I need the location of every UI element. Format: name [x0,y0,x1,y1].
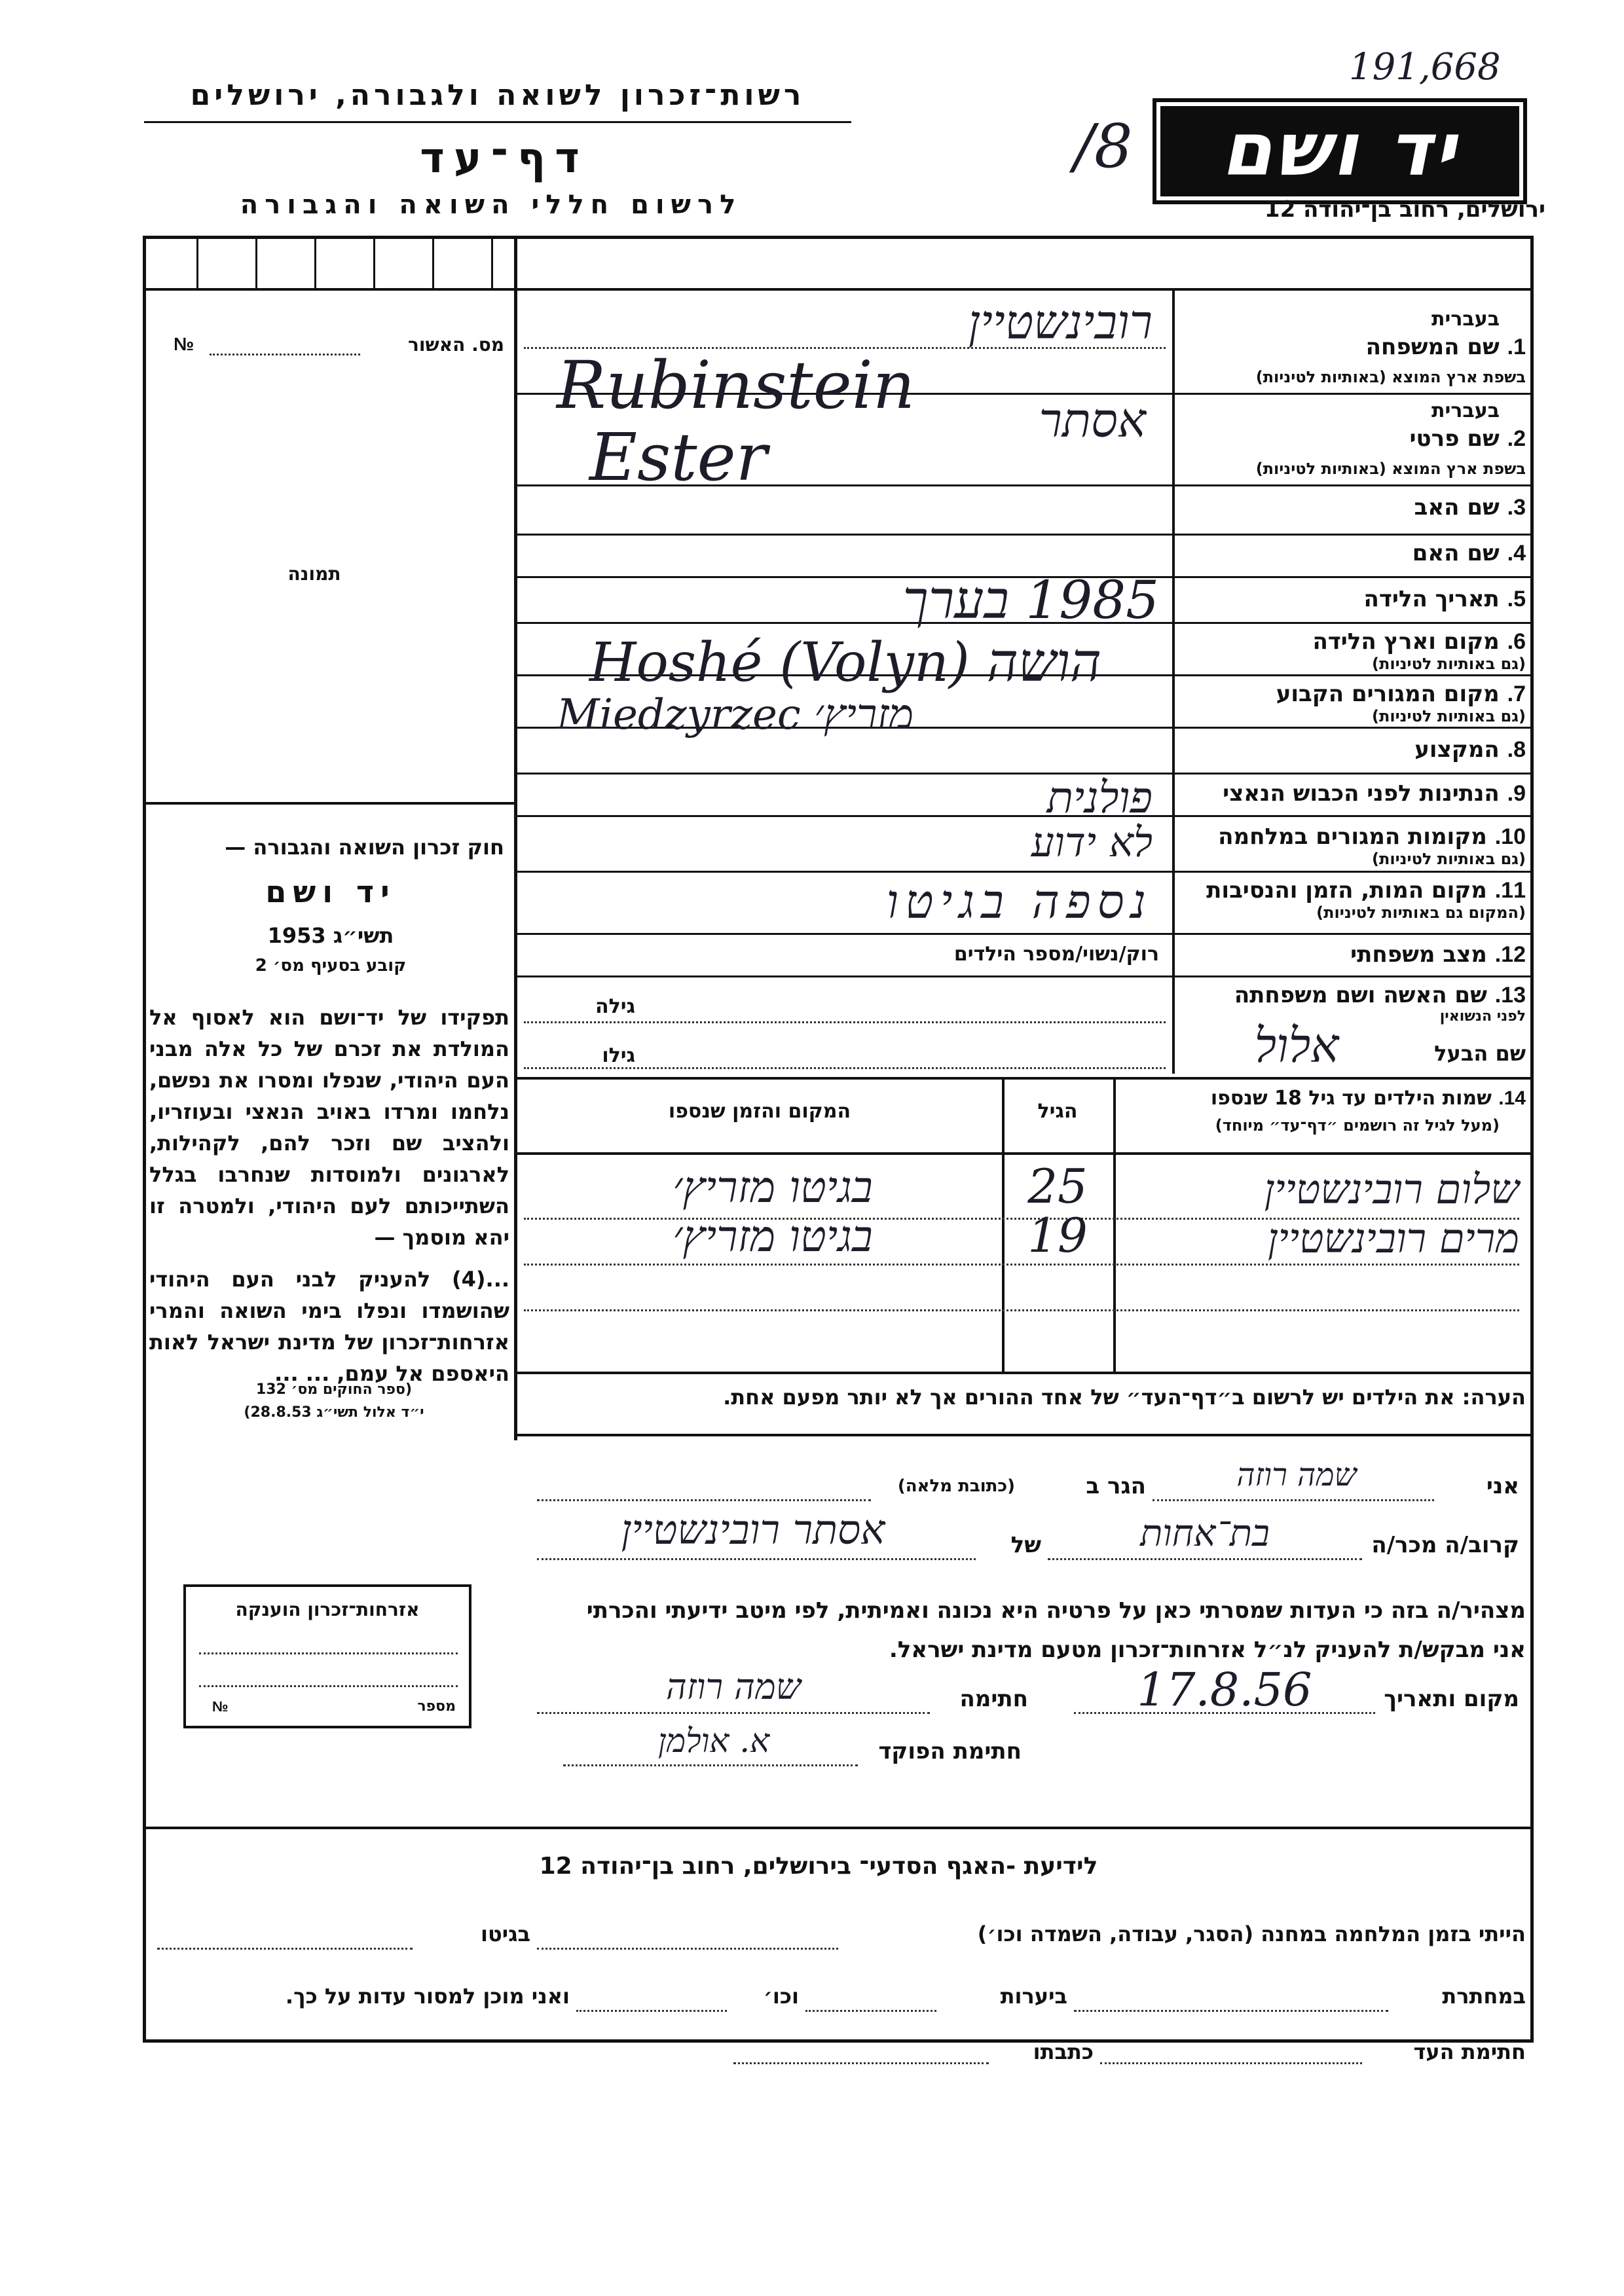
decl-line2-value-a: בת־אחות [1140,1512,1270,1555]
decl-signature-value: שמה רוזה [665,1666,802,1707]
decl-line4: אני מבקש/ת להעניק לנ״ל אזרחות־זכרון מטעם מדינת ישראל. [889,1637,1526,1663]
field-13-number: 13. [1494,983,1526,1008]
field-1-sub-hebrew: בעברית [1431,308,1500,331]
field-2-number: 2. [1507,426,1526,451]
citizenship-box-title: אזרחות־זכרון הוענקה [235,1599,420,1620]
field-9-number: 9. [1507,781,1526,806]
child-1-name: שלום רובינשטיין [1264,1165,1519,1213]
field-8-label [1179,737,1526,763]
cert-no-field [210,354,360,355]
field-10-number: 10. [1494,824,1526,849]
field-3-label-text: שם האב [1414,494,1500,520]
children-subtitle: (מעל לגיל זה רושמים ״דף־עד״ מיוחד) [1215,1116,1500,1135]
bottom-line2-b: ביערות [1000,1984,1067,2009]
field-13-sub: לפני הנשואין [1439,1008,1526,1025]
bottom-heading: לידיעת -האגף הסדעי־ בירושלים, רחוב בן־יהודה 12 [539,1853,1098,1880]
left-panel-divider [514,236,517,1440]
field-2-sub-hebrew: בעברית [1431,399,1500,422]
authority-line: רשות־זכרון לשואה ולגבורה, ירושלים [190,79,805,112]
field-6-label-text: מקום וארץ הלידה [1312,629,1500,655]
field-6-sub: (גם באותיות לטיניות) [1372,655,1526,673]
decl-place-date-label: מקום ותאריך [1384,1686,1519,1712]
children-number: 14. [1498,1087,1526,1109]
child-1-place: בגיטו מזריץ׳ [673,1162,873,1212]
field-4-label [1179,540,1526,566]
cert-no-label: מס. האשור [408,334,504,355]
field-3-label [1179,494,1526,520]
citizenship-box-number-suffix: № [212,1698,229,1715]
field-6-value: Hoshé (Volyn) הושה [589,632,1101,694]
field-1-value-hebrew: רובינשטיין [968,295,1153,350]
law-name: יד ושם [265,874,396,909]
decl-officer-label: חתימת הפוקד [878,1738,1022,1764]
law-title: חוק זכרון השואה והגבורה — [225,835,504,860]
field-9-value: פולנית [1046,773,1153,823]
field-10-label [1179,824,1526,850]
field-2-label-text: שם פרטי [1409,426,1500,452]
field-2-sub-latin: בשפת ארץ המוצא (באותיות לטיניות) [1255,460,1526,478]
field-9-label-text: הנתינות לפני הכבוש הנאצי [1223,780,1500,807]
child-2-age: 19 [1027,1208,1088,1263]
form-title: דף־עד [420,134,589,183]
top-strip-line [143,288,1534,291]
decl-line1-label-b: הגר ב [1086,1473,1146,1499]
law-reference: (ספר החוקים מס׳ 132 [255,1381,413,1398]
handwritten-mark: /8 [1074,111,1133,181]
field-12-number: 12. [1494,942,1526,967]
child-2-name: מרים רובינשטיין [1267,1214,1519,1262]
bottom-line2-c: וכו׳ [763,1984,799,2009]
field-13-husband-age-label: גילו [602,1044,635,1067]
decl-signature-label: חתימה [959,1686,1028,1712]
field-12-label-text: מצב משפחתי [1350,941,1487,968]
field-7-label [1179,681,1526,707]
field-6-label [1179,629,1526,655]
citizenship-box-number-label: מספר [417,1698,456,1715]
field-5-value: 1985 בערך [902,570,1159,630]
field-1-number: 1. [1507,335,1526,359]
bottom-line3-b: כתבתו [1033,2039,1094,2064]
handwritten-number: 191,668 [1349,46,1501,88]
field-6-number: 6. [1507,629,1526,654]
logo-text: יד ושם [1221,107,1459,192]
field-9-label [1179,780,1526,807]
field-2-value-latin: Ester [589,419,767,496]
children-title-text: שמות הילדים עד גיל 18 שנספו [1210,1087,1492,1110]
bottom-line1-a: הייתי בזמן המלחמה במחנה (הסגר, עבודה, השמדה וכו׳) [977,1922,1526,1946]
field-10-sub: (גם באותיות לטיניות) [1372,850,1526,868]
citizenship-box [183,1584,471,1728]
field-12-inline: רוק/נשוי/מספר הילדים [953,943,1159,966]
field-5-number: 5. [1507,587,1526,611]
field-11-label-text: מקום המות, הזמן והנסיבות [1206,877,1487,903]
decl-line1-hint: (כתובת מלאה) [897,1476,1015,1496]
decl-line2-value-b: אסתר רובינשטיין [621,1506,885,1554]
field-5-label [1179,586,1526,612]
yad-vashem-logo [1153,98,1527,204]
form-subtitle: לרשום חללי השואה והגבורה [240,190,743,220]
decl-line2-label-b: של [1010,1532,1041,1558]
children-title [1120,1087,1526,1110]
law-text-2: ...(4) להעניק לבני העם היהודי שהושמדו ונפלו בימי השואה והמרי אזרחות־זכרון של מדינת ישראל לאות היאספם אל עמם, ... ... [149,1267,509,1386]
field-3-number: 3. [1507,495,1526,520]
field-1-value-latin: Rubinstein [557,347,915,424]
children-col-place: המקום והזמן שנספו [668,1100,851,1123]
bottom-line3-a: חתימת העד [1413,2039,1526,2064]
field-4-number: 4. [1507,541,1526,566]
cert-no-suffix: № [174,334,194,354]
bottom-line1-b: בגיטו [481,1922,530,1946]
note-text: הערה: את הילדים יש לרשום ב״דף־העד״ של אחד ההורים אך לא יותר מפעם אחת. [723,1385,1526,1410]
law-date: י״ד אלול תשי״ג 28.8.53) [244,1404,424,1421]
field-1-label [1179,334,1526,360]
field-4-label-text: שם האם [1412,540,1500,566]
field-8-label-text: המקצוע [1414,737,1500,763]
child-1-age: 25 [1027,1159,1088,1214]
field-7-value: Miedzyrzec מזריץ׳ [557,691,914,739]
field-13-husband-label: שם הבעל [1434,1041,1526,1066]
field-8-number: 8. [1507,737,1526,762]
decl-place-date-value: 17.8.56 [1137,1663,1312,1717]
field-11-label [1179,877,1526,903]
law-text: תפקידו של יד־ושם הוא לאסוף אל המולדת את זכרם של כל אלה מבני העם היהודי, שנפלו ומסרו את נפשם, נלחמו ומרדו באויב הנאצי ובעוזריו, ולהציב שם וזכר להם, לקהילות, לארגונים ולמוסדות שנחרבו בגלל השתייכותם לעם היהודי, ולמטרה זו יהא מוסמך — [149,1005,509,1250]
bottom-line2-d: ואני מוכן למסור עדות על כך. [285,1984,570,2009]
field-13-label-text: שם האשה ושם משפחתה [1234,982,1487,1008]
field-12-label [1179,941,1526,968]
field-7-label-text: מקום המגורים הקבוע [1276,681,1500,707]
field-7-sub: (גם באותיות לטיניות) [1372,707,1526,725]
decl-line1-label-a: אני [1486,1473,1519,1499]
decl-line1-value: שמה רוזה [1236,1457,1357,1493]
field-11-value: נספה בגיטו [886,874,1153,929]
bottom-line2-a: במחתרת [1442,1984,1526,2009]
children-col-age: הגיל [1037,1100,1078,1123]
decl-line2-label-a: קרוב/ה מכר/ה [1371,1532,1519,1558]
field-11-sub: (המקום גם באותיות לטיניות) [1316,903,1526,922]
decl-officer-value: א. אולמן [657,1722,770,1760]
authority-underline [144,121,851,123]
field-7-number: 7. [1507,682,1526,706]
field-1-sub-latin: בשפת ארץ המוצא (באותיות לטיניות) [1255,368,1526,386]
address: ירושלים, רחוב בן־יהודה 12 [1264,196,1545,223]
child-2-place: בגיטו מזריץ׳ [673,1211,873,1262]
decl-line3: מצהיר/ה בזה כי העדות שמסרתי כאן על פרטיה היא נכונה ואמיתית, לפי מיטב ידיעתי והכרתי [586,1597,1526,1624]
photo-area-bottom [143,802,516,805]
field-10-value: לא ידוע [1031,818,1153,866]
photo-label: תמונה [287,563,341,585]
field-1-label-text: שם המשפחה [1365,334,1500,360]
label-column-divider [1172,288,1175,1074]
field-2-label [1179,426,1526,452]
law-clause: קובע בסעיף מס׳ 2 [255,956,407,975]
field-13-husband-value: אלול [1254,1018,1339,1073]
field-2-value-hebrew: אסתר [1039,393,1146,448]
field-13-wife-age-label: גילה [595,995,635,1018]
field-5-label-text: תאריך הלידה [1363,586,1500,612]
field-13-label [1179,982,1526,1008]
field-11-number: 11. [1494,878,1526,903]
law-year: תשי״ג 1953 [267,923,394,948]
field-10-label-text: מקומות המגורים במלחמה [1218,824,1487,850]
